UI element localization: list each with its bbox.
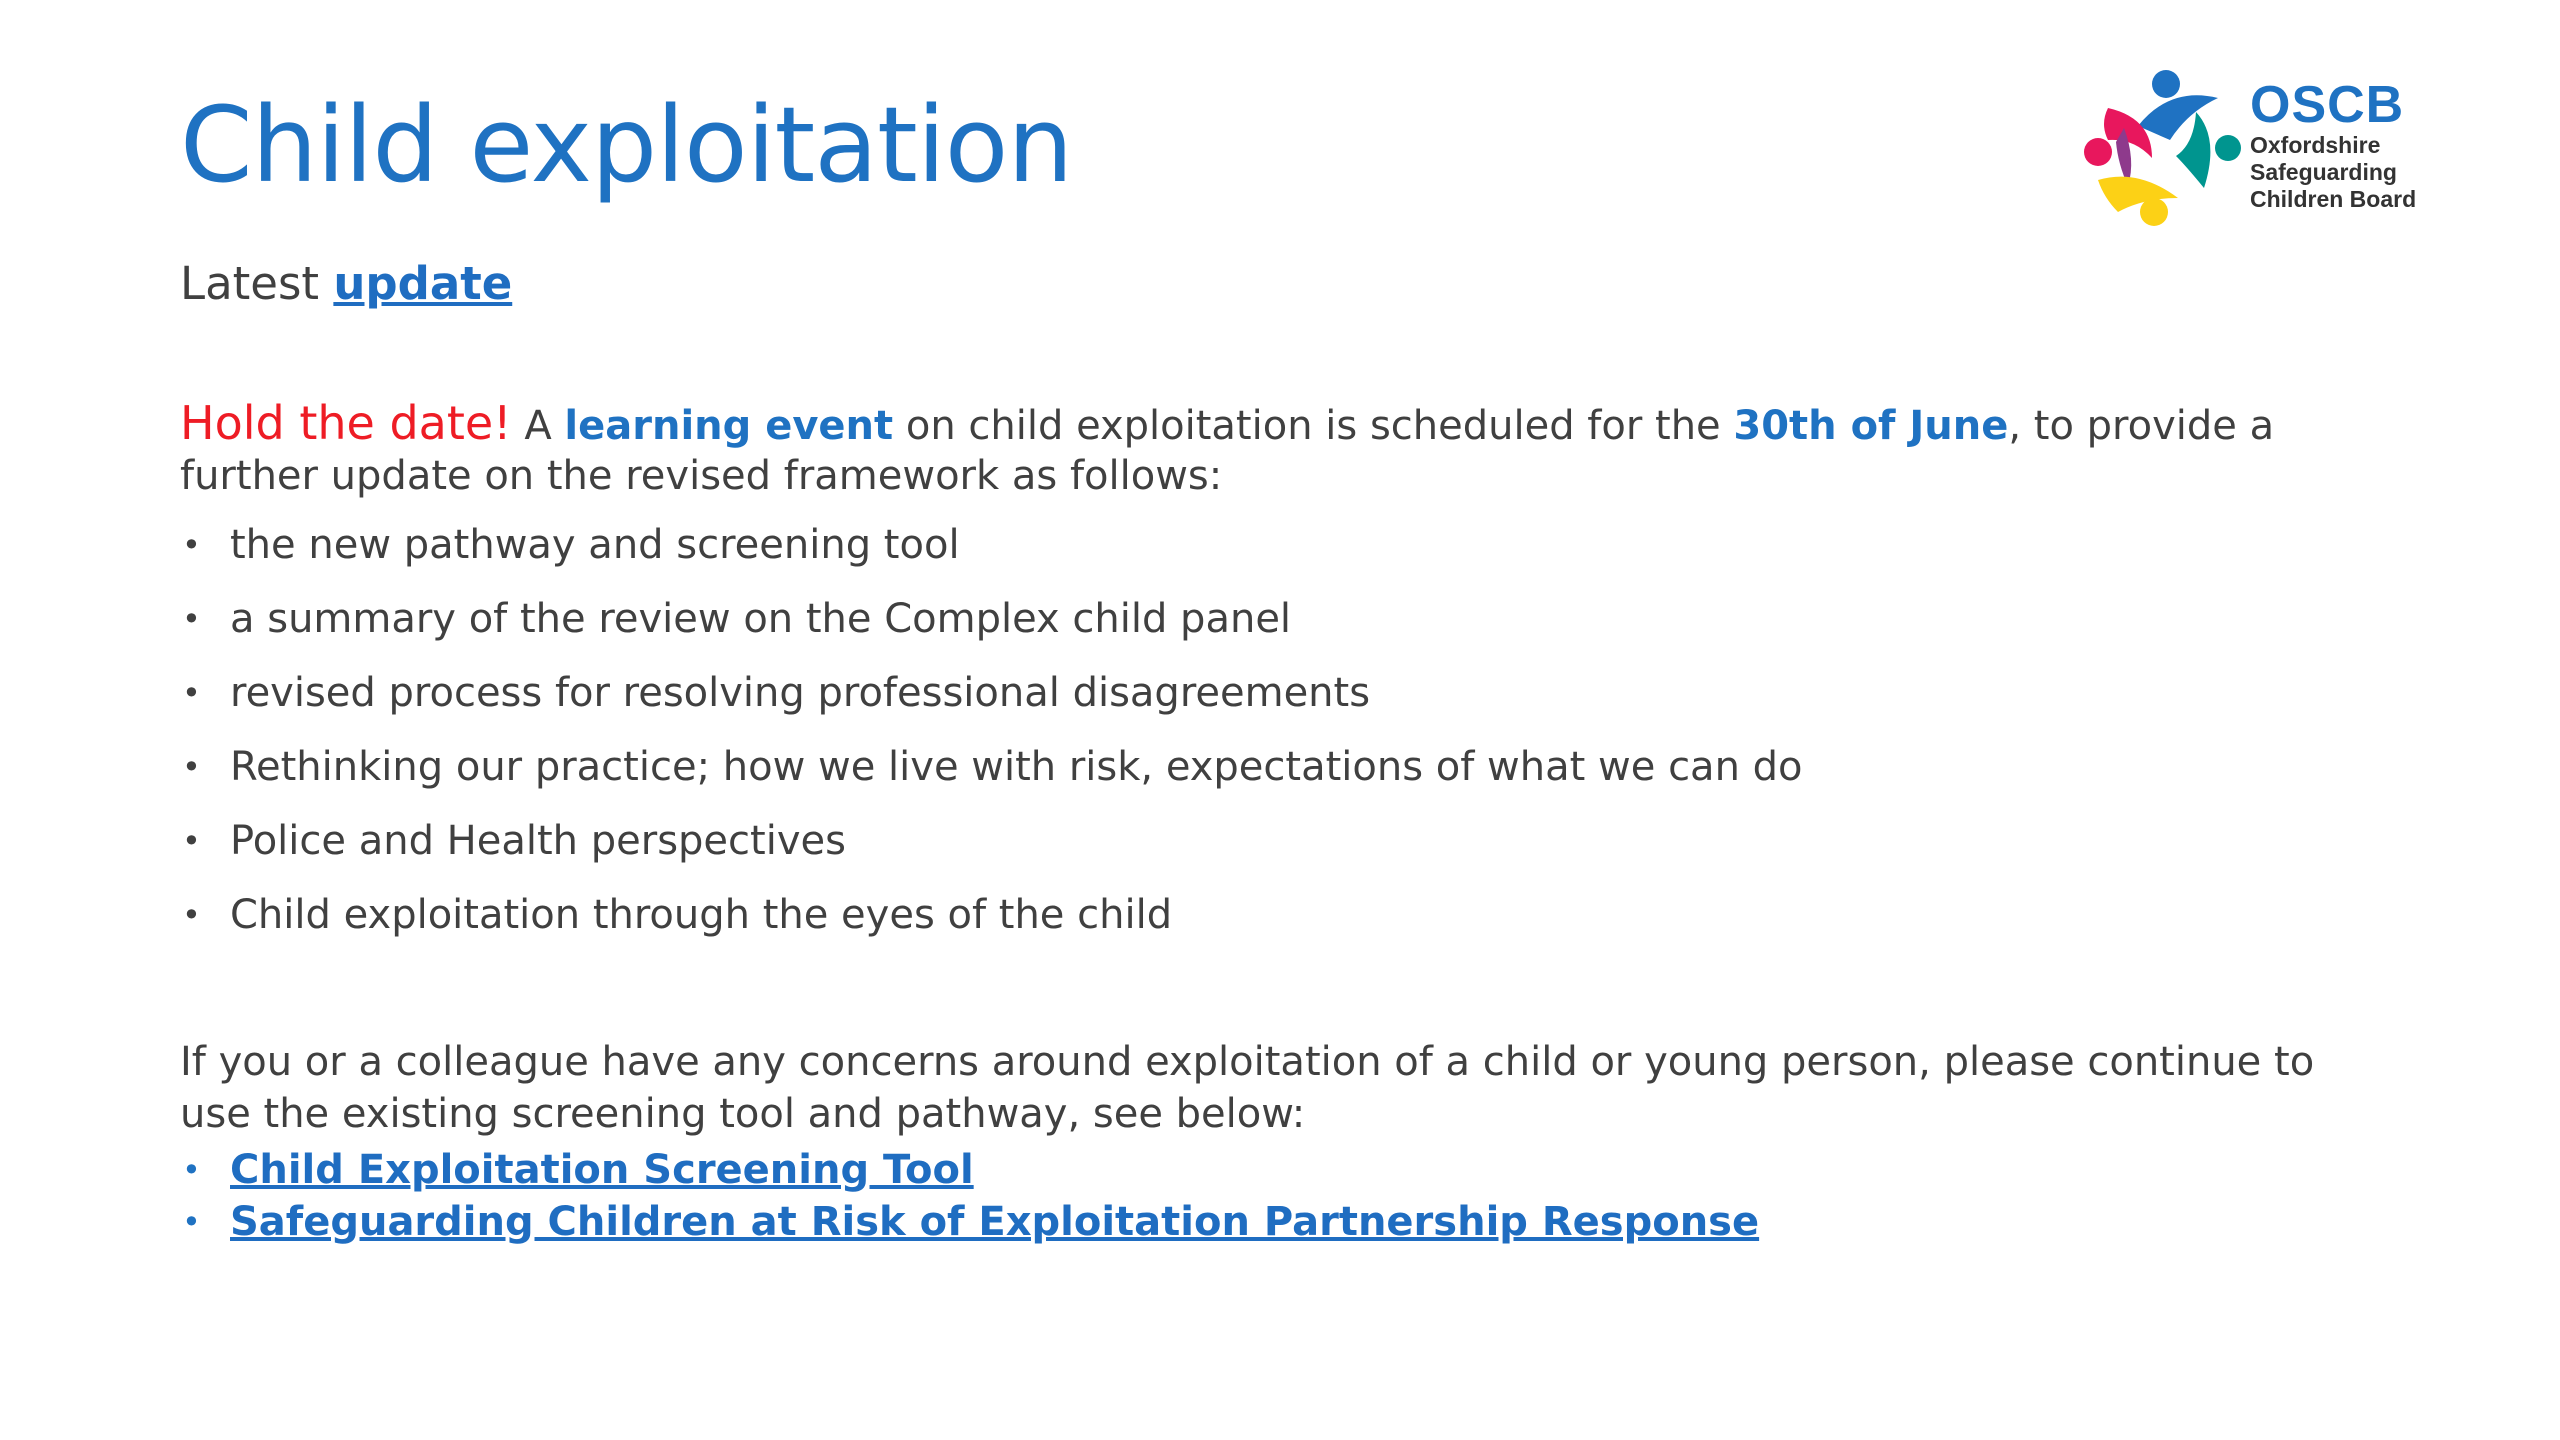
agenda-item [180, 514, 2380, 588]
bullet-icon: • [182, 896, 201, 934]
agenda-item-text: revised process for resolving professional disagreements [230, 670, 1371, 716]
logo-line-2: Safeguarding [2250, 159, 2397, 185]
logo-line-1: Oxfordshire [2250, 132, 2381, 158]
logo-acronym: OSCB [2250, 76, 2405, 134]
slide-title: Child exploitation [180, 84, 1073, 206]
bullet-icon: • [182, 822, 201, 860]
oscb-people-mark-icon [2078, 68, 2248, 228]
announcement-text-c: , to provide a further update on the revised framework as follows: [180, 403, 2275, 499]
logo-line-3: Children Board [2250, 186, 2417, 212]
oscb-logo [2078, 68, 2438, 233]
resource-link-item [180, 1144, 2380, 1196]
resource-links-list [180, 1144, 2380, 1248]
agenda-item-text: the new pathway and screening tool [230, 522, 960, 568]
logo-text [2250, 78, 2440, 213]
bullet-icon: • [182, 1203, 201, 1241]
bullet-icon: • [182, 600, 201, 638]
agenda-list [180, 514, 2380, 958]
update-link[interactable]: update [333, 257, 513, 310]
bullet-icon: • [182, 526, 201, 564]
agenda-item [180, 884, 2380, 958]
announcement-text-b: on child exploitation is scheduled for the [893, 403, 1734, 449]
agenda-item [180, 588, 2380, 662]
hold-the-date-label: Hold the date! [180, 396, 512, 450]
agenda-item [180, 736, 2380, 810]
bullet-icon: • [182, 748, 201, 786]
agenda-item-text: a summary of the review on the Complex child panel [230, 596, 1292, 642]
agenda-item [180, 810, 2380, 884]
concerns-paragraph: If you or a colleague have any concerns around exploitation of a child or young person, please continue to use the existing screening tool and pathway, see below: [180, 1039, 2315, 1137]
latest-label: Latest [180, 257, 334, 310]
announcement-paragraph [180, 398, 2380, 501]
announcement-text-a: A [511, 403, 565, 449]
resource-link-item [180, 1196, 2380, 1248]
bullet-icon: • [182, 674, 201, 712]
screening-tool-link[interactable]: Child Exploitation Screening Tool [230, 1147, 974, 1193]
bullet-icon: • [182, 1151, 201, 1189]
agenda-item-text: Police and Health perspectives [230, 818, 846, 864]
partnership-response-link[interactable]: Safeguarding Children at Risk of Exploitation Partnership Response [230, 1199, 1760, 1245]
latest-update-line [180, 254, 512, 314]
learning-event-label: learning event [564, 403, 894, 449]
agenda-item-text: Rethinking our practice; how we live with risk, expectations of what we can do [230, 744, 1803, 790]
agenda-item [180, 662, 2380, 736]
agenda-item-text: Child exploitation through the eyes of the child [230, 892, 1173, 938]
event-date: 30th of June [1733, 403, 2009, 449]
